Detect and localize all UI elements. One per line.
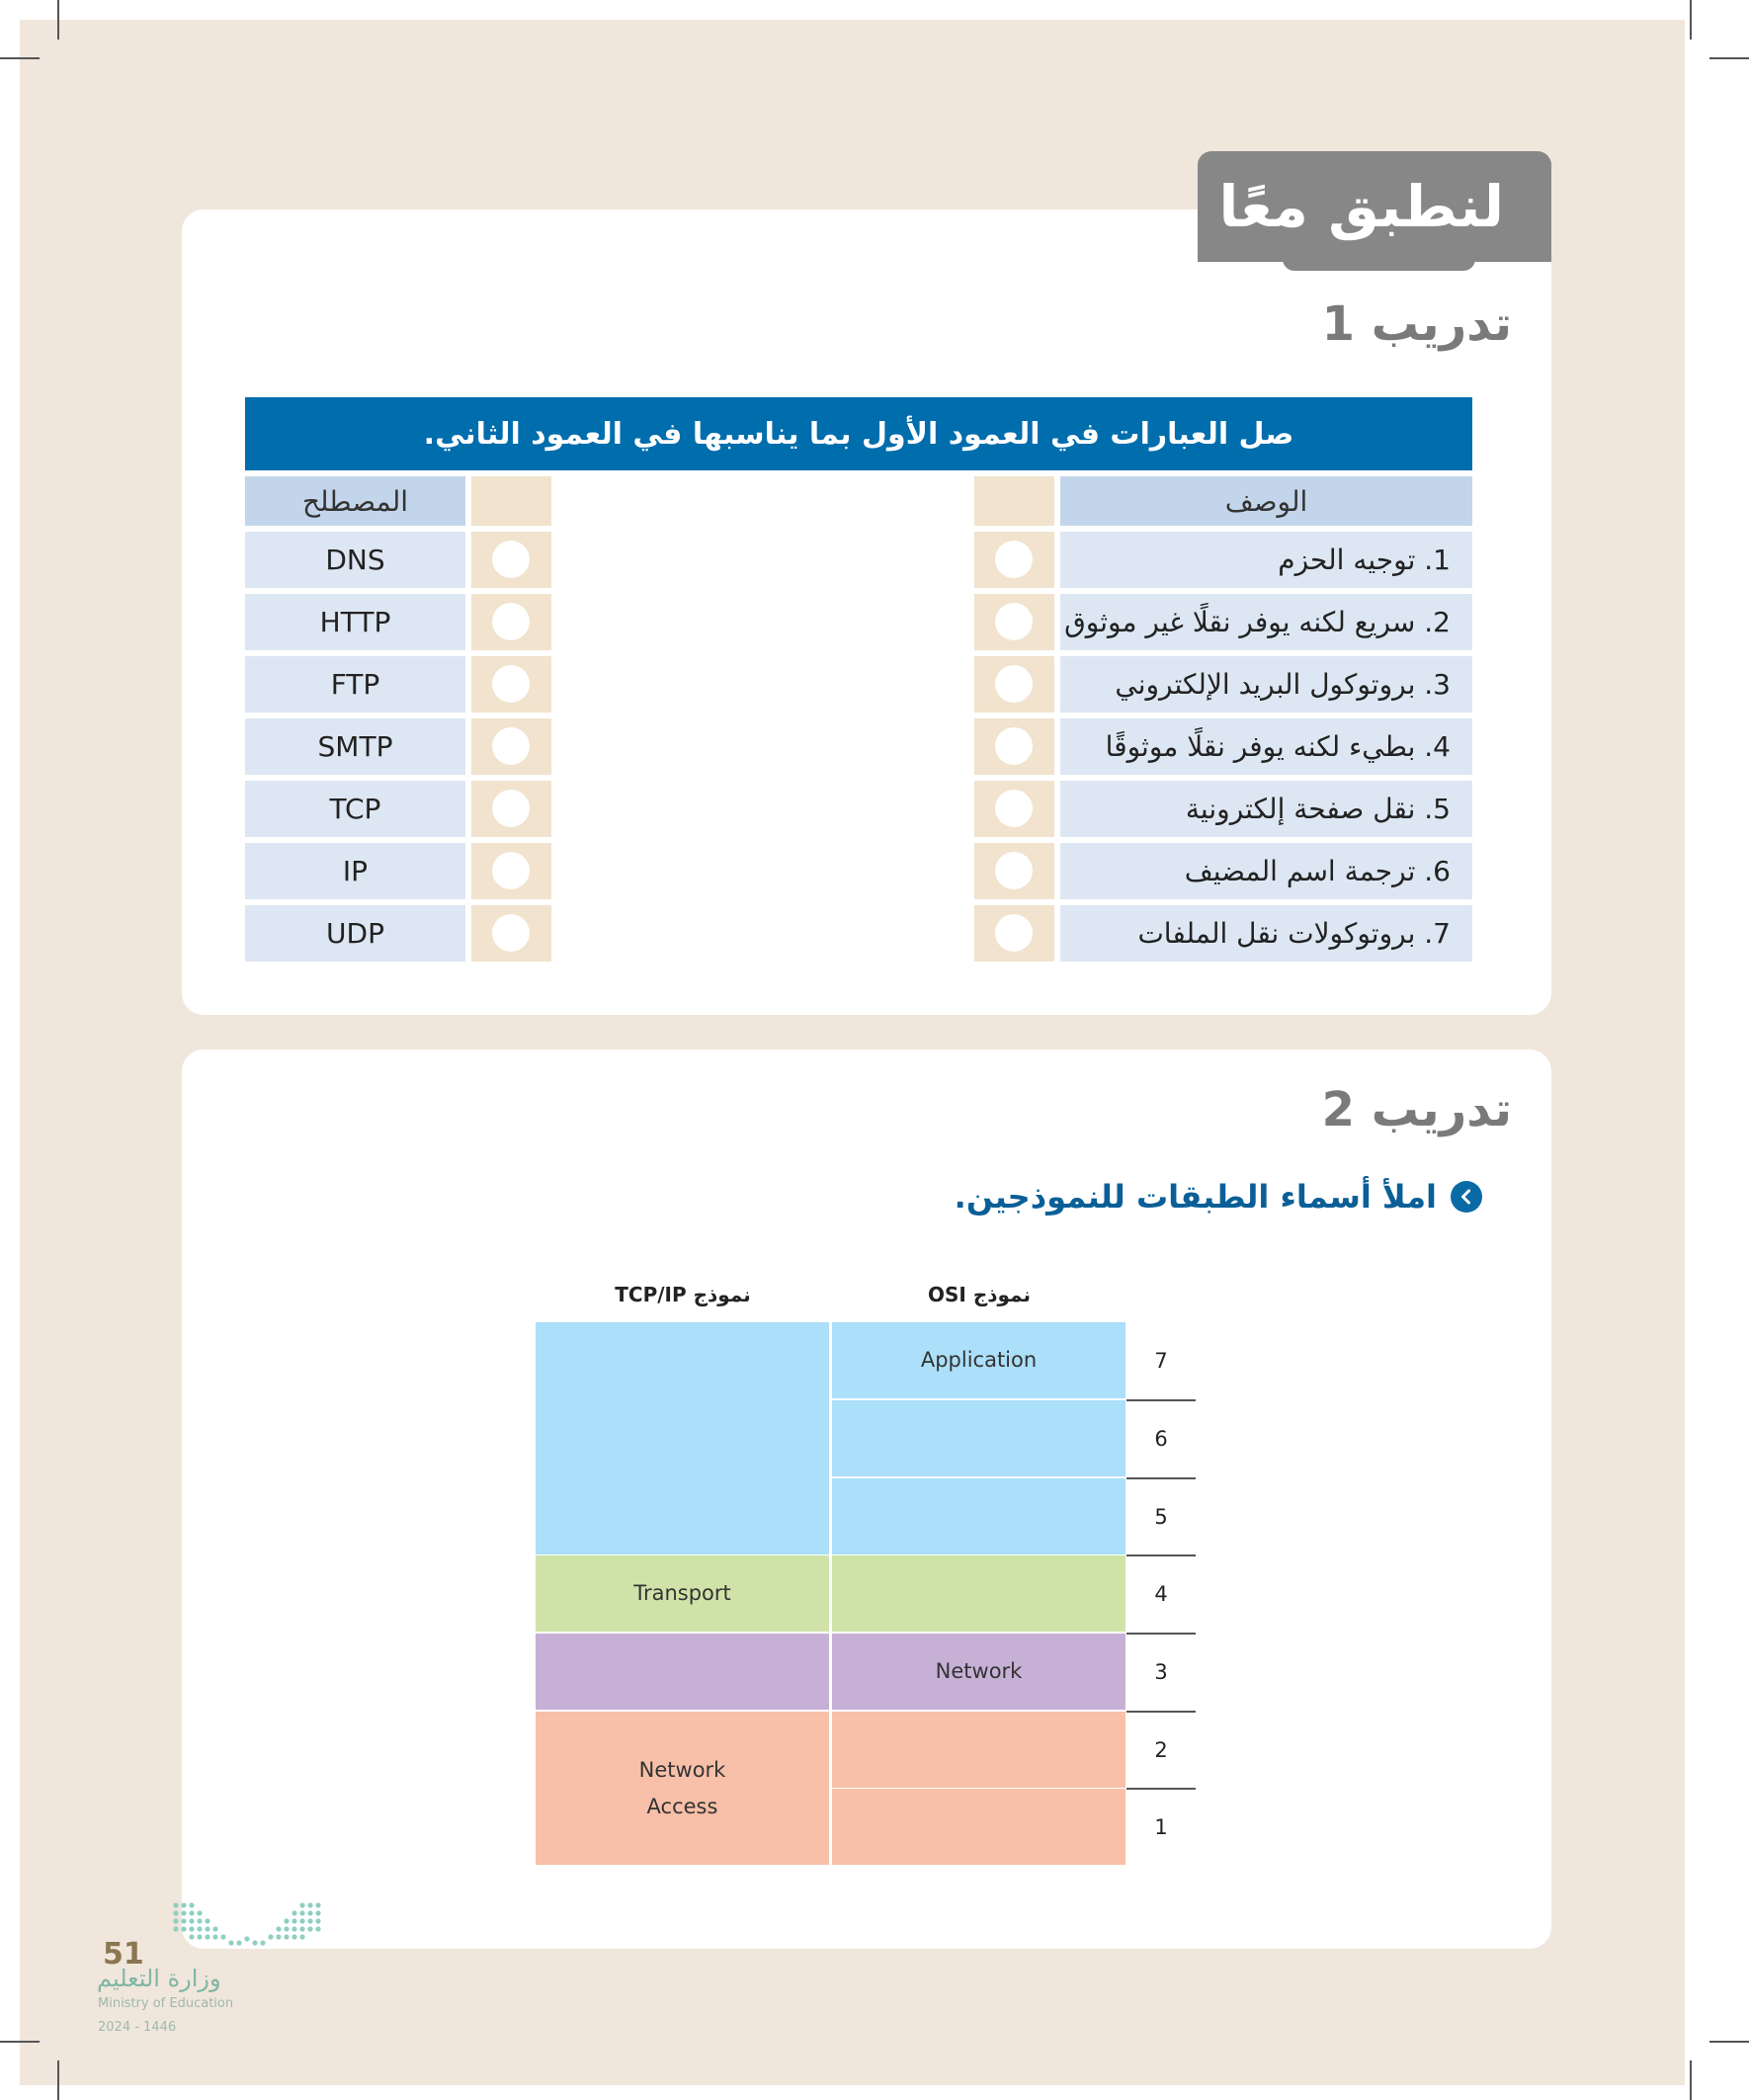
- exercise-1-heading: تدريب 1: [1321, 296, 1512, 352]
- ministry-logo-icon: [170, 1899, 324, 1951]
- layer-number: 1: [1154, 1814, 1168, 1839]
- description-connector-cell: [974, 594, 1054, 650]
- ministry-name-english: Ministry of Education: [98, 1996, 234, 2011]
- term-cell: FTP: [245, 656, 465, 713]
- section-title: لنطبق معًا: [1198, 151, 1551, 262]
- term-connector-cell: [471, 656, 551, 713]
- match-dot[interactable]: [492, 603, 530, 640]
- match-dot[interactable]: [492, 852, 530, 889]
- term-cell: TCP: [245, 781, 465, 837]
- osi-layer-1[interactable]: [832, 1789, 1125, 1865]
- layer-number: 4: [1154, 1581, 1168, 1606]
- osi-layer-2[interactable]: [832, 1712, 1125, 1788]
- match-dot[interactable]: [995, 665, 1033, 703]
- network-access-line-2: Access: [646, 1794, 718, 1818]
- osi-model-label: نموذج OSI: [928, 1283, 1031, 1306]
- match-dot[interactable]: [995, 852, 1033, 889]
- description-cell: 6. ترجمة اسم المضيف: [1060, 843, 1472, 899]
- tcpip-application-layer[interactable]: [536, 1322, 829, 1554]
- term-column-header: المصطلح: [245, 476, 465, 526]
- layer-number: 5: [1154, 1504, 1168, 1529]
- exercise-1-instruction: صل العبارات في العمود الأول بما يناسبها في العمود الثاني.: [245, 397, 1472, 470]
- match-dot[interactable]: [492, 914, 530, 952]
- osi-layer-4[interactable]: [832, 1555, 1125, 1632]
- ministry-name-arabic: وزارة التعليم: [97, 1965, 221, 1992]
- page-number: 51: [103, 1937, 144, 1972]
- network-access-line-1: Network: [638, 1757, 726, 1782]
- term-cell: DNS: [245, 532, 465, 588]
- crop-mark: [1690, 2060, 1692, 2100]
- description-cell: 1. توجيه الحزم: [1060, 532, 1472, 588]
- crop-mark: [1709, 2041, 1749, 2043]
- layer-number: 2: [1154, 1737, 1168, 1762]
- exercise-2-instruction: [889, 1172, 1482, 1221]
- layer-number: 7: [1154, 1348, 1168, 1373]
- osi-layer-3: Network: [832, 1634, 1125, 1710]
- term-cell: SMTP: [245, 718, 465, 775]
- osi-layer-7: Application: [832, 1322, 1125, 1398]
- crop-mark: [0, 2041, 40, 2043]
- term-cell: UDP: [245, 905, 465, 962]
- match-dot[interactable]: [492, 790, 530, 827]
- match-dot[interactable]: [995, 727, 1033, 765]
- description-connector-cell: [974, 781, 1054, 837]
- description-connector-header: [974, 476, 1054, 526]
- term-cell: HTTP: [245, 594, 465, 650]
- exercise-2-heading: تدريب 2: [1321, 1082, 1512, 1137]
- tcpip-internet-layer[interactable]: [536, 1634, 829, 1710]
- description-connector-cell: [974, 718, 1054, 775]
- crop-mark: [1709, 57, 1749, 59]
- crop-mark: [57, 2060, 59, 2100]
- term-connector-cell: [471, 843, 551, 899]
- description-cell: 2. سريع لكنه يوفر نقلًا غير موثوق: [1060, 594, 1472, 650]
- crop-mark: [0, 57, 40, 59]
- layer-number: 3: [1154, 1659, 1168, 1684]
- description-connector-cell: [974, 905, 1054, 962]
- term-connector-cell: [471, 532, 551, 588]
- match-dot[interactable]: [995, 541, 1033, 578]
- chevron-left-icon: [1451, 1181, 1482, 1213]
- osi-layer-6[interactable]: [832, 1400, 1125, 1476]
- edition-year: 2024 - 1446: [98, 2020, 177, 2035]
- match-dot[interactable]: [492, 665, 530, 703]
- description-connector-cell: [974, 843, 1054, 899]
- match-dot[interactable]: [995, 914, 1033, 952]
- description-cell: 3. بروتوكول البريد الإلكتروني: [1060, 656, 1472, 713]
- match-dot[interactable]: [492, 541, 530, 578]
- crop-mark: [1690, 0, 1692, 40]
- description-column-header: الوصف: [1060, 476, 1472, 526]
- match-dot[interactable]: [995, 603, 1033, 640]
- description-cell: 7. بروتوكولات نقل الملفات: [1060, 905, 1472, 962]
- crop-mark: [57, 0, 59, 40]
- term-connector-cell: [471, 594, 551, 650]
- instruction-text: املأ أسماء الطبقات للنموذجين.: [954, 1178, 1437, 1216]
- term-cell: IP: [245, 843, 465, 899]
- osi-layer-5[interactable]: [832, 1478, 1125, 1554]
- layer-number: 6: [1154, 1426, 1168, 1451]
- description-cell: 5. نقل صفحة إلكترونية: [1060, 781, 1472, 837]
- description-cell: 4. بطيء لكنه يوفر نقلًا موثوقًا: [1060, 718, 1472, 775]
- term-connector-cell: [471, 781, 551, 837]
- description-connector-cell: [974, 532, 1054, 588]
- match-dot[interactable]: [492, 727, 530, 765]
- term-connector-cell: [471, 905, 551, 962]
- tcpip-transport-layer: Transport: [536, 1555, 829, 1632]
- tcpip-model-label: نموذج TCP/IP: [615, 1283, 751, 1306]
- term-connector-cell: [471, 718, 551, 775]
- term-connector-header: [471, 476, 551, 526]
- description-connector-cell: [974, 656, 1054, 713]
- tcpip-network-access-layer: [536, 1712, 829, 1865]
- match-dot[interactable]: [995, 790, 1033, 827]
